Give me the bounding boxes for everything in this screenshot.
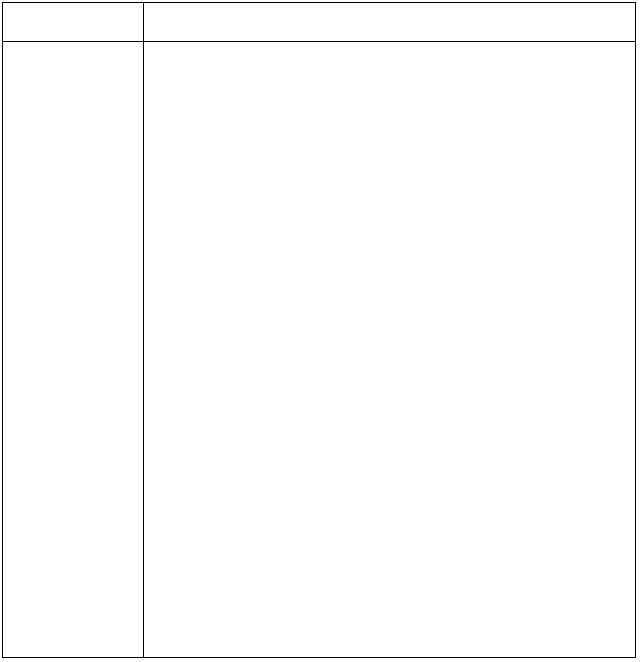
column-divider — [143, 3, 144, 657]
header-rule — [3, 41, 635, 42]
notation-table — [2, 2, 636, 658]
